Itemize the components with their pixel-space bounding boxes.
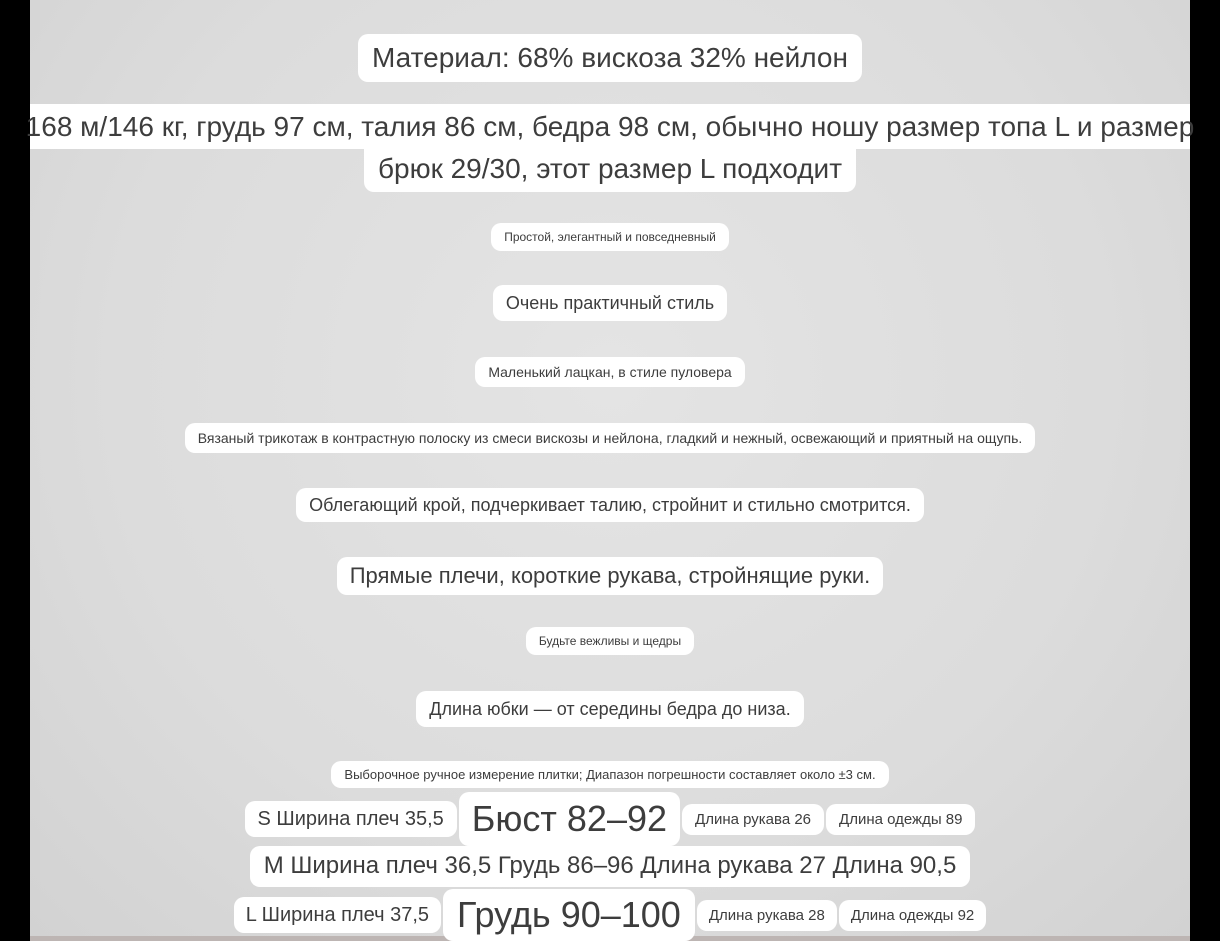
feature-row-2: [0, 285, 1220, 321]
feature-shoulders-sleeves: Прямые плечи, короткие рукава, стройнящие руки.: [337, 557, 884, 595]
feature-practical-style: Очень практичный стиль: [493, 285, 727, 321]
material-label: Материал: 68% вискоза 32% нейлон: [358, 34, 862, 82]
feature-row-4: [0, 423, 1220, 453]
feature-row-6: [0, 557, 1220, 595]
size-s-row: [0, 792, 1220, 846]
size-m-row: [0, 846, 1220, 887]
size-l-shoulder: L Ширина плеч 37,5: [234, 897, 441, 933]
feature-row-3: [0, 357, 1220, 387]
feature-simple-elegant: Простой, элегантный и повседневный: [491, 223, 729, 251]
feature-fitted-cut: Облегающий крой, подчеркивает талию, стройнит и стильно смотрится.: [296, 488, 924, 522]
measurement-note: Выборочное ручное измерение плитки; Диапазон погрешности составляет около ±3 см.: [331, 761, 888, 788]
feature-polite: Будьте вежливы и щедры: [526, 627, 694, 655]
feature-row-1: [0, 223, 1220, 251]
size-s-bust: Бюст 82–92: [459, 792, 680, 846]
size-m-all: M Ширина плеч 36,5 Грудь 86–96 Длина рукава 27 Длина 90,5: [250, 846, 971, 887]
size-l-sleeve: Длина рукава 28: [697, 900, 837, 931]
feature-knit-fabric: Вязаный трикотаж в контрастную полоску из смеси вискозы и нейлона, гладкий и нежный, освежающий и приятный на ощупь.: [185, 423, 1036, 453]
model-info-line1: [25, 104, 1195, 149]
feature-lapel: Маленький лацкан, в стиле пуловера: [475, 357, 744, 387]
size-s-shoulder: S Ширина плеч 35,5: [245, 801, 457, 837]
size-l-bust: Грудь 90–100: [443, 889, 695, 941]
model-info-line1-text: 168 м/146 кг, грудь 97 см, талия 86 см, бедра 98 см, обычно ношу размер топа L и размер: [25, 110, 1195, 142]
material-row: [0, 34, 1220, 82]
model-info-line2: брюк 29/30, этот размер L подходит: [364, 148, 856, 192]
feature-row-5: [0, 488, 1220, 522]
size-l-length: Длина одежды 92: [839, 900, 986, 931]
feature-skirt-length: Длина юбки — от середины бедра до низа.: [416, 691, 803, 727]
feature-row-8: [0, 691, 1220, 727]
model-info-line2-row: [0, 148, 1220, 192]
note-row: [0, 761, 1220, 788]
size-s-length: Длина одежды 89: [826, 804, 975, 835]
size-l-row: [0, 889, 1220, 941]
size-s-sleeve: Длина рукава 26: [682, 804, 824, 835]
feature-row-7: [0, 627, 1220, 655]
